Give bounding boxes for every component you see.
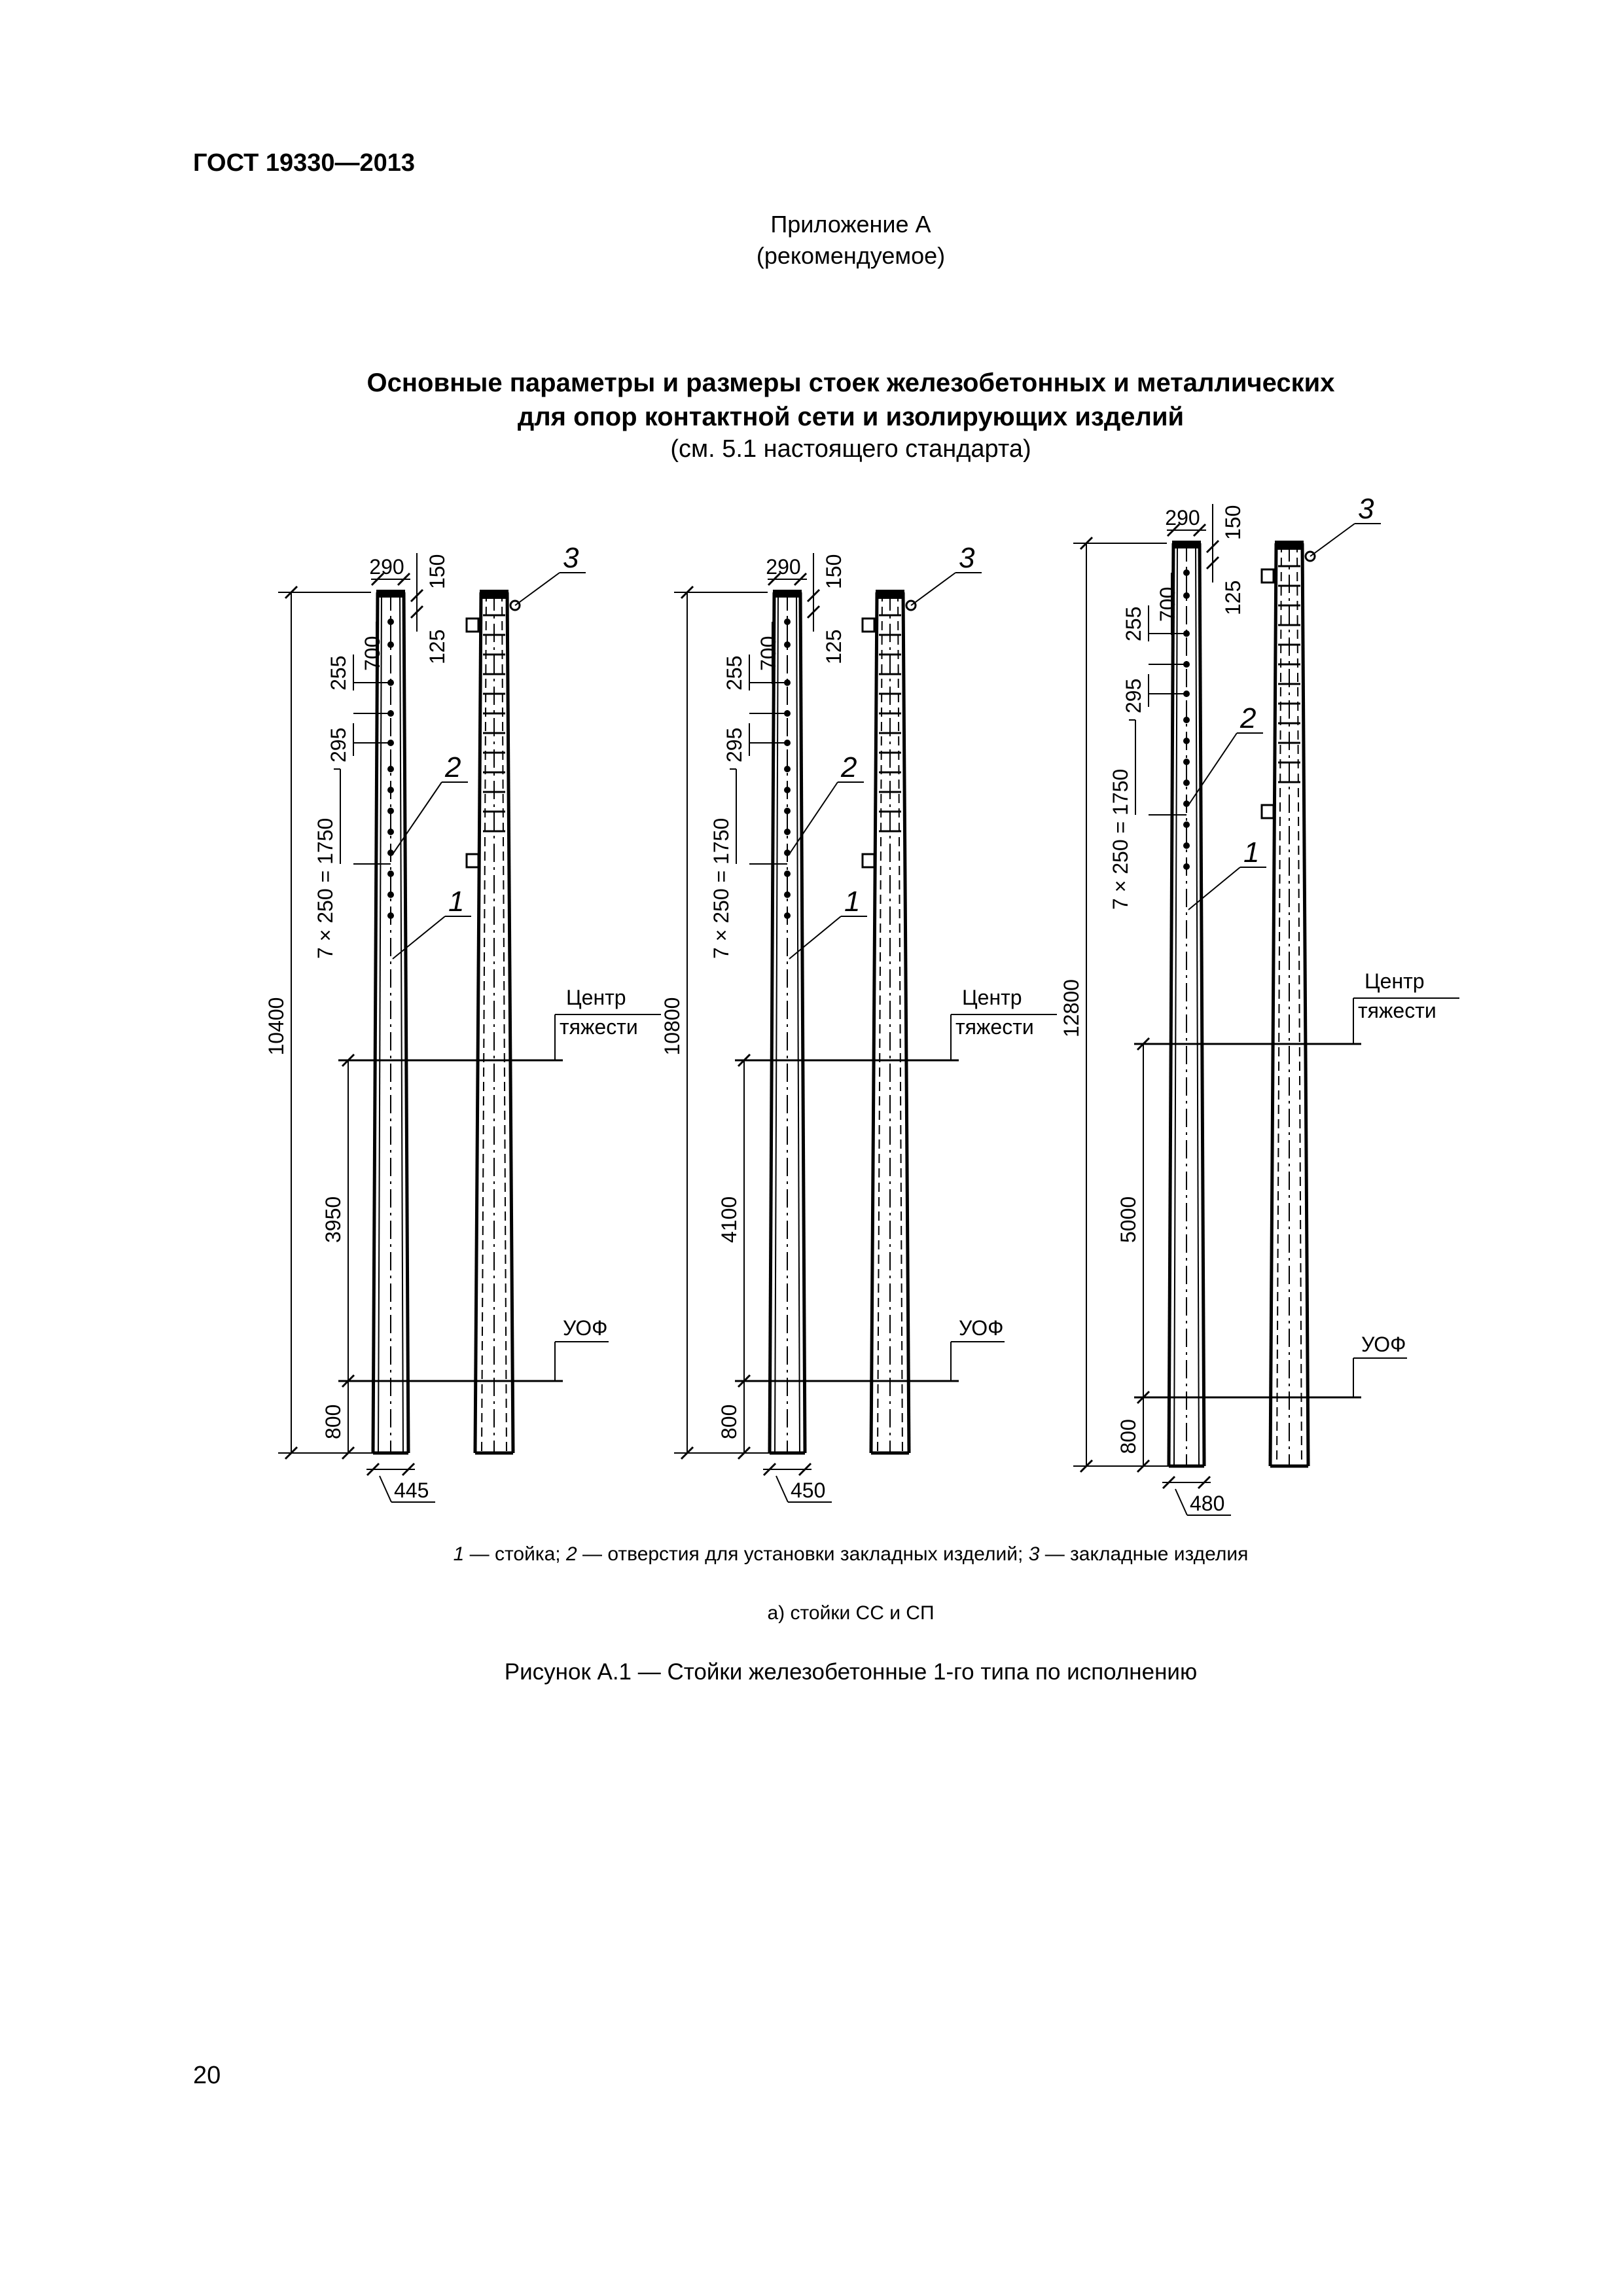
hole-marker	[784, 829, 791, 835]
dim-cg-height: 3950	[321, 1196, 345, 1243]
column-drawing-3	[1060, 493, 1459, 1515]
hole-marker	[387, 870, 394, 877]
label-holes: 2	[841, 751, 857, 783]
label-holes: 2	[1240, 702, 1257, 734]
leader-fittings	[515, 573, 560, 605]
heading-reference: (см. 5.1 настоящего стандарта)	[670, 435, 1031, 463]
dim-hole-series: 7 × 250 = 1750	[709, 817, 733, 959]
dim-hole-series: 7 × 250 = 1750	[1109, 768, 1132, 910]
leader-bottom-width	[776, 1476, 788, 1502]
label-fittings: 3	[959, 542, 975, 574]
post-right-edge	[404, 592, 408, 1453]
side-inner-left	[1277, 543, 1281, 1466]
dim-top-width: 290	[766, 555, 801, 579]
legend-num-3: 3	[1028, 1543, 1040, 1565]
cg-label-top: Центр	[1364, 969, 1425, 993]
post-inner-right	[1196, 543, 1199, 1466]
cg-label-top: Центр	[566, 986, 626, 1009]
side-right-edge	[903, 592, 909, 1453]
legend-num-2: 2	[565, 1543, 577, 1565]
label-holes: 2	[445, 751, 461, 783]
hole-marker	[1183, 863, 1190, 870]
side-right-edge	[1302, 543, 1308, 1466]
side-inner-left	[878, 592, 882, 1453]
cg-label-bottom: тяжести	[955, 1015, 1034, 1039]
document-code: ГОСТ 19330—2013	[193, 149, 416, 177]
dim-cg-height: 5000	[1116, 1196, 1140, 1243]
dim-top-150: 150	[822, 554, 846, 589]
hole-marker	[784, 619, 791, 625]
dim-top-125: 125	[425, 629, 449, 664]
hole-marker	[784, 891, 791, 898]
post-left-edge	[1169, 543, 1173, 1466]
leader-fittings	[1310, 524, 1355, 556]
hole-marker	[1183, 717, 1190, 723]
dim-top-width: 290	[1165, 506, 1200, 529]
dim-hole-700: 700	[361, 636, 384, 671]
hole-marker	[784, 808, 791, 814]
dim-bottom-width: 450	[791, 1479, 826, 1502]
label-fittings: 3	[563, 542, 579, 574]
side-left-edge	[475, 592, 481, 1453]
figure-subcaption: а) стойки СС и СП	[767, 1602, 935, 1624]
hole-marker	[784, 641, 791, 648]
fitting-clamp-top	[467, 619, 478, 632]
hole-marker	[1183, 738, 1190, 744]
hole-marker	[387, 808, 394, 814]
post-left-edge	[770, 592, 774, 1453]
hole-marker	[387, 891, 394, 898]
legend-text-1: — стойка;	[464, 1543, 566, 1565]
hole-marker	[387, 641, 394, 648]
hole-marker	[387, 829, 394, 835]
dim-hole-255: 255	[327, 655, 350, 691]
dim-top-150: 150	[425, 554, 449, 589]
post-right-edge	[1200, 543, 1204, 1466]
post-cap	[376, 590, 405, 598]
dim-bottom-width: 445	[394, 1479, 429, 1502]
legend-text-3: — закладные изделия	[1039, 1543, 1249, 1565]
cg-label-bottom: тяжести	[1358, 999, 1436, 1022]
dim-total-length: 10800	[660, 997, 684, 1056]
dim-hole-700: 700	[757, 636, 780, 671]
leader-holes	[789, 782, 838, 854]
column-drawing-1	[264, 542, 661, 1502]
cg-label-bottom: тяжести	[560, 1015, 638, 1039]
leader-bottom-width	[380, 1476, 391, 1502]
dim-hole-295: 295	[327, 727, 350, 762]
label-post: 1	[1243, 836, 1260, 869]
fitting-clamp-middle	[863, 854, 874, 867]
dim-top-width: 290	[369, 555, 404, 579]
hole-marker	[387, 787, 394, 793]
post-right-edge	[800, 592, 805, 1453]
dim-hole-255: 255	[1122, 606, 1145, 641]
fitting-clamp-middle	[1262, 805, 1274, 818]
figure-legend	[0, 1543, 1623, 1566]
fitting-clamp-top	[863, 619, 874, 632]
side-inner-right	[502, 592, 507, 1453]
hole-marker	[387, 619, 394, 625]
label-post: 1	[448, 886, 465, 918]
side-inner-right	[898, 592, 902, 1453]
fitting-clamp-middle	[467, 854, 478, 867]
dim-hole-700: 700	[1156, 586, 1179, 622]
page-number: 20	[193, 2062, 221, 2089]
post-inner-left	[1174, 543, 1177, 1466]
dim-bury-depth: 800	[1116, 1419, 1140, 1454]
dim-total-length: 10400	[264, 997, 288, 1056]
hole-marker	[784, 766, 791, 772]
appendix-title: Приложение А	[770, 211, 931, 238]
legend-text-2: — отверстия для установки закладных изделий;	[577, 1543, 1029, 1565]
fitting-clamp-top	[1262, 569, 1274, 583]
post-inner-right	[400, 592, 403, 1453]
ground-label: УОФ	[563, 1316, 608, 1340]
post-left-edge	[373, 592, 378, 1453]
leader-bottom-width	[1175, 1489, 1187, 1515]
leader-post	[789, 916, 841, 959]
dim-hole-series: 7 × 250 = 1750	[313, 817, 337, 959]
post-inner-right	[796, 592, 800, 1453]
dim-bury-depth: 800	[321, 1404, 345, 1439]
hole-marker	[387, 912, 394, 919]
dim-cg-height: 4100	[717, 1196, 741, 1243]
side-right-edge	[507, 592, 513, 1453]
dim-top-125: 125	[1221, 580, 1245, 615]
ground-label: УОФ	[1361, 1333, 1406, 1356]
post-inner-left	[378, 592, 382, 1453]
post-cap	[1172, 541, 1201, 548]
side-inner-right	[1297, 543, 1302, 1466]
hole-marker	[784, 870, 791, 877]
dim-hole-295: 295	[1122, 678, 1145, 713]
legend-num-1: 1	[453, 1543, 465, 1565]
hole-marker	[784, 912, 791, 919]
hole-marker	[784, 787, 791, 793]
dim-top-150: 150	[1221, 505, 1245, 540]
post-inner-left	[775, 592, 778, 1453]
appendix-status: (рекомендуемое)	[756, 242, 946, 269]
dim-hole-295: 295	[722, 727, 746, 762]
dim-bury-depth: 800	[717, 1404, 741, 1439]
hole-marker	[1183, 842, 1190, 849]
cg-label-top: Центр	[962, 986, 1022, 1009]
hole-marker	[1183, 780, 1190, 786]
hole-marker	[1183, 569, 1190, 576]
hole-marker	[1183, 592, 1190, 599]
hole-marker	[387, 766, 394, 772]
label-post: 1	[844, 886, 861, 918]
hole-marker	[1183, 759, 1190, 765]
dim-top-125: 125	[822, 629, 846, 664]
column-drawing-2	[660, 542, 1057, 1502]
hole-marker	[1183, 821, 1190, 828]
side-left-edge	[871, 592, 877, 1453]
leader-fittings	[911, 573, 955, 605]
post-cap	[773, 590, 802, 598]
figure-caption: Рисунок А.1 — Стойки железобетонные 1-го типа по исполнению	[504, 1659, 1198, 1685]
dim-hole-255: 255	[722, 655, 746, 691]
side-left-edge	[1270, 543, 1276, 1466]
heading-line-2: для опор контактной сети и изолирующих изделий	[517, 403, 1185, 431]
side-inner-left	[482, 592, 486, 1453]
dim-bottom-width: 480	[1190, 1492, 1225, 1515]
ground-label: УОФ	[959, 1316, 1004, 1340]
label-fittings: 3	[1358, 493, 1374, 525]
heading-line-1: Основные параметры и размеры стоек железобетонных и металлических	[366, 368, 1335, 397]
dim-total-length: 12800	[1060, 979, 1083, 1037]
